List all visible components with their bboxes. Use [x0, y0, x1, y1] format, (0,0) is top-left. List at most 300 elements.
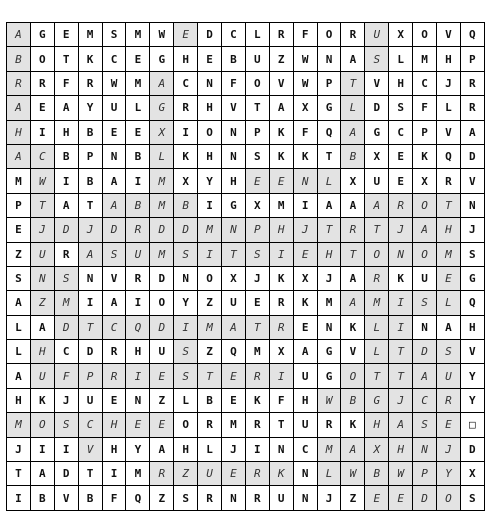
grid-cell[interactable]: H [437, 218, 461, 242]
grid-cell[interactable]: E [222, 389, 246, 413]
grid-cell[interactable]: T [341, 243, 365, 267]
grid-cell[interactable]: D [79, 340, 103, 364]
grid-cell[interactable]: L [246, 23, 270, 47]
grid-cell[interactable]: A [341, 121, 365, 145]
grid-cell[interactable]: A [103, 291, 127, 315]
grid-cell[interactable]: S [246, 145, 270, 169]
grid-cell[interactable]: X [294, 96, 318, 120]
grid-cell[interactable]: I [126, 291, 150, 315]
grid-cell[interactable]: V [437, 121, 461, 145]
grid-cell[interactable]: T [365, 218, 389, 242]
grid-cell[interactable]: Z [341, 486, 365, 510]
grid-cell[interactable]: Z [150, 389, 174, 413]
grid-cell[interactable]: D [150, 316, 174, 340]
grid-cell[interactable]: E [174, 23, 198, 47]
grid-cell[interactable]: D [413, 340, 437, 364]
grid-cell[interactable]: M [150, 194, 174, 218]
grid-cell[interactable]: L [174, 389, 198, 413]
grid-cell[interactable]: N [413, 316, 437, 340]
grid-cell[interactable]: A [103, 194, 127, 218]
grid-cell[interactable]: X [174, 169, 198, 193]
grid-cell[interactable]: S [55, 413, 79, 437]
grid-cell[interactable]: H [270, 218, 294, 242]
grid-cell[interactable]: E [222, 462, 246, 486]
grid-cell[interactable]: C [222, 23, 246, 47]
grid-cell[interactable]: A [413, 364, 437, 388]
grid-cell[interactable]: H [103, 438, 127, 462]
grid-cell[interactable]: K [246, 389, 270, 413]
grid-cell[interactable]: E [150, 413, 174, 437]
grid-cell[interactable]: O [31, 413, 55, 437]
grid-cell[interactable]: C [79, 413, 103, 437]
grid-cell[interactable]: E [389, 486, 413, 510]
grid-cell[interactable]: V [270, 72, 294, 96]
grid-cell[interactable]: I [174, 121, 198, 145]
grid-cell[interactable]: A [461, 121, 485, 145]
grid-cell[interactable]: W [103, 72, 127, 96]
grid-cell[interactable]: H [7, 121, 31, 145]
grid-cell[interactable]: I [55, 169, 79, 193]
grid-cell[interactable]: H [294, 389, 318, 413]
grid-cell[interactable]: A [341, 291, 365, 315]
grid-cell[interactable]: T [246, 316, 270, 340]
grid-cell[interactable]: K [31, 389, 55, 413]
grid-cell[interactable]: D [55, 316, 79, 340]
grid-cell[interactable]: R [270, 316, 294, 340]
grid-cell[interactable]: □ [461, 413, 485, 437]
grid-cell[interactable]: U [103, 96, 127, 120]
grid-cell[interactable]: Z [270, 47, 294, 71]
grid-cell[interactable]: P [7, 194, 31, 218]
grid-cell[interactable]: P [79, 145, 103, 169]
grid-cell[interactable]: E [389, 145, 413, 169]
grid-cell[interactable]: N [222, 486, 246, 510]
grid-cell[interactable]: M [126, 23, 150, 47]
grid-cell[interactable]: A [7, 145, 31, 169]
grid-cell[interactable]: M [246, 340, 270, 364]
grid-cell[interactable]: X [341, 169, 365, 193]
grid-cell[interactable]: N [222, 121, 246, 145]
grid-cell[interactable]: X [150, 121, 174, 145]
grid-cell[interactable]: N [103, 145, 127, 169]
grid-cell[interactable]: C [31, 145, 55, 169]
grid-cell[interactable]: I [126, 169, 150, 193]
grid-cell[interactable]: W [389, 462, 413, 486]
grid-cell[interactable]: V [55, 486, 79, 510]
grid-cell[interactable]: M [198, 218, 222, 242]
grid-cell[interactable]: G [318, 96, 342, 120]
grid-cell[interactable]: I [389, 291, 413, 315]
grid-cell[interactable]: B [365, 462, 389, 486]
grid-cell[interactable]: M [126, 72, 150, 96]
grid-cell[interactable]: K [174, 145, 198, 169]
grid-cell[interactable]: N [294, 169, 318, 193]
grid-cell[interactable]: A [389, 413, 413, 437]
grid-cell[interactable]: A [55, 96, 79, 120]
grid-cell[interactable]: Y [198, 169, 222, 193]
grid-cell[interactable]: M [7, 413, 31, 437]
grid-cell[interactable]: D [413, 486, 437, 510]
grid-cell[interactable]: E [55, 23, 79, 47]
grid-cell[interactable]: N [294, 462, 318, 486]
grid-cell[interactable]: F [270, 389, 294, 413]
grid-cell[interactable]: L [318, 462, 342, 486]
grid-cell[interactable]: E [103, 389, 127, 413]
grid-cell[interactable]: U [222, 291, 246, 315]
grid-cell[interactable]: B [174, 194, 198, 218]
grid-cell[interactable]: L [198, 438, 222, 462]
grid-cell[interactable]: H [174, 438, 198, 462]
grid-cell[interactable]: H [222, 169, 246, 193]
grid-cell[interactable]: R [389, 194, 413, 218]
grid-cell[interactable]: J [461, 218, 485, 242]
grid-cell[interactable]: A [150, 72, 174, 96]
grid-cell[interactable]: U [270, 486, 294, 510]
grid-cell[interactable]: V [437, 23, 461, 47]
grid-cell[interactable]: B [198, 389, 222, 413]
grid-cell[interactable]: X [294, 267, 318, 291]
grid-cell[interactable]: E [222, 364, 246, 388]
grid-cell[interactable]: M [413, 47, 437, 71]
grid-cell[interactable]: Q [461, 23, 485, 47]
grid-cell[interactable]: G [150, 96, 174, 120]
grid-cell[interactable]: H [126, 340, 150, 364]
grid-cell[interactable]: V [461, 169, 485, 193]
grid-cell[interactable]: E [31, 96, 55, 120]
grid-cell[interactable]: J [7, 438, 31, 462]
grid-cell[interactable]: S [437, 340, 461, 364]
grid-cell[interactable]: K [389, 267, 413, 291]
grid-cell[interactable]: D [55, 218, 79, 242]
grid-cell[interactable]: Q [461, 291, 485, 315]
grid-cell[interactable]: N [461, 194, 485, 218]
grid-cell[interactable]: T [318, 218, 342, 242]
grid-cell[interactable]: X [246, 194, 270, 218]
grid-cell[interactable]: I [198, 194, 222, 218]
grid-cell[interactable]: E [437, 267, 461, 291]
grid-cell[interactable]: E [437, 413, 461, 437]
grid-cell[interactable]: L [389, 47, 413, 71]
grid-cell[interactable]: C [55, 340, 79, 364]
grid-cell[interactable]: A [222, 316, 246, 340]
grid-cell[interactable]: P [246, 121, 270, 145]
grid-cell[interactable]: O [365, 243, 389, 267]
grid-cell[interactable]: Y [79, 96, 103, 120]
grid-cell[interactable]: S [174, 364, 198, 388]
grid-cell[interactable]: H [7, 389, 31, 413]
grid-cell[interactable]: B [31, 486, 55, 510]
grid-cell[interactable]: R [270, 291, 294, 315]
grid-cell[interactable]: R [437, 389, 461, 413]
grid-cell[interactable]: R [246, 413, 270, 437]
grid-cell[interactable]: P [413, 121, 437, 145]
grid-cell[interactable]: N [413, 438, 437, 462]
grid-cell[interactable]: O [150, 291, 174, 315]
grid-cell[interactable]: R [365, 267, 389, 291]
grid-cell[interactable]: E [294, 243, 318, 267]
grid-cell[interactable]: K [270, 145, 294, 169]
grid-cell[interactable]: B [341, 389, 365, 413]
grid-cell[interactable]: M [222, 413, 246, 437]
grid-cell[interactable]: A [318, 194, 342, 218]
grid-cell[interactable]: W [294, 72, 318, 96]
grid-cell[interactable]: F [55, 364, 79, 388]
grid-cell[interactable]: H [198, 145, 222, 169]
grid-cell[interactable]: M [270, 194, 294, 218]
grid-cell[interactable]: X [389, 23, 413, 47]
grid-cell[interactable]: G [318, 340, 342, 364]
grid-cell[interactable]: R [103, 364, 127, 388]
grid-cell[interactable]: J [79, 218, 103, 242]
grid-cell[interactable]: N [318, 316, 342, 340]
grid-cell[interactable]: A [341, 47, 365, 71]
grid-cell[interactable]: J [246, 267, 270, 291]
grid-cell[interactable]: Q [437, 145, 461, 169]
grid-cell[interactable]: A [7, 23, 31, 47]
grid-cell[interactable]: A [79, 243, 103, 267]
grid-cell[interactable]: T [7, 462, 31, 486]
grid-cell[interactable]: E [126, 413, 150, 437]
grid-cell[interactable]: U [437, 364, 461, 388]
grid-cell[interactable]: R [103, 340, 127, 364]
grid-cell[interactable]: W [31, 169, 55, 193]
grid-cell[interactable]: O [318, 23, 342, 47]
grid-cell[interactable]: T [79, 194, 103, 218]
grid-cell[interactable]: Q [222, 340, 246, 364]
grid-cell[interactable]: J [31, 218, 55, 242]
grid-cell[interactable]: E [150, 364, 174, 388]
grid-cell[interactable]: I [31, 121, 55, 145]
grid-cell[interactable]: D [150, 267, 174, 291]
grid-cell[interactable]: P [79, 364, 103, 388]
grid-cell[interactable]: R [198, 413, 222, 437]
grid-cell[interactable]: H [389, 72, 413, 96]
grid-cell[interactable]: L [7, 316, 31, 340]
grid-cell[interactable]: B [7, 47, 31, 71]
grid-cell[interactable]: C [174, 72, 198, 96]
grid-cell[interactable]: G [222, 194, 246, 218]
grid-cell[interactable]: I [270, 364, 294, 388]
grid-cell[interactable]: G [318, 364, 342, 388]
grid-cell[interactable]: F [55, 72, 79, 96]
grid-cell[interactable]: R [246, 462, 270, 486]
grid-cell[interactable]: D [198, 23, 222, 47]
grid-cell[interactable]: H [389, 438, 413, 462]
grid-cell[interactable]: D [461, 145, 485, 169]
grid-cell[interactable]: C [413, 72, 437, 96]
grid-cell[interactable]: L [150, 145, 174, 169]
grid-cell[interactable]: B [79, 486, 103, 510]
grid-cell[interactable]: R [150, 462, 174, 486]
grid-cell[interactable]: V [365, 72, 389, 96]
grid-cell[interactable]: A [341, 438, 365, 462]
grid-cell[interactable]: R [7, 72, 31, 96]
grid-cell[interactable]: L [437, 291, 461, 315]
grid-cell[interactable]: O [198, 121, 222, 145]
grid-cell[interactable]: E [389, 169, 413, 193]
grid-cell[interactable]: J [222, 438, 246, 462]
grid-cell[interactable]: M [365, 291, 389, 315]
grid-cell[interactable]: M [318, 438, 342, 462]
grid-cell[interactable]: H [103, 413, 127, 437]
grid-cell[interactable]: S [55, 267, 79, 291]
grid-cell[interactable]: R [198, 486, 222, 510]
grid-cell[interactable]: D [174, 218, 198, 242]
grid-cell[interactable]: B [222, 47, 246, 71]
grid-cell[interactable]: S [413, 291, 437, 315]
grid-cell[interactable]: A [413, 218, 437, 242]
grid-cell[interactable]: R [79, 72, 103, 96]
grid-cell[interactable]: I [294, 194, 318, 218]
grid-cell[interactable]: I [389, 316, 413, 340]
grid-cell[interactable]: S [103, 23, 127, 47]
grid-cell[interactable]: T [341, 72, 365, 96]
grid-cell[interactable]: D [55, 462, 79, 486]
grid-cell[interactable]: I [103, 462, 127, 486]
grid-cell[interactable]: I [270, 243, 294, 267]
grid-cell[interactable]: U [365, 23, 389, 47]
grid-cell[interactable]: I [31, 438, 55, 462]
grid-cell[interactable]: T [79, 316, 103, 340]
grid-cell[interactable]: U [365, 169, 389, 193]
grid-cell[interactable]: V [79, 438, 103, 462]
grid-cell[interactable]: E [126, 47, 150, 71]
grid-cell[interactable]: S [174, 486, 198, 510]
grid-cell[interactable]: E [294, 316, 318, 340]
grid-cell[interactable]: T [365, 364, 389, 388]
grid-cell[interactable]: G [150, 47, 174, 71]
grid-cell[interactable]: L [365, 316, 389, 340]
grid-cell[interactable]: N [222, 145, 246, 169]
grid-cell[interactable]: R [341, 23, 365, 47]
grid-cell[interactable]: K [79, 47, 103, 71]
grid-cell[interactable]: A [150, 438, 174, 462]
grid-cell[interactable]: T [198, 364, 222, 388]
grid-cell[interactable]: X [270, 340, 294, 364]
grid-cell[interactable]: K [341, 316, 365, 340]
grid-cell[interactable]: G [365, 121, 389, 145]
grid-cell[interactable]: V [222, 96, 246, 120]
grid-cell[interactable]: A [7, 96, 31, 120]
grid-cell[interactable]: R [437, 169, 461, 193]
grid-cell[interactable]: J [55, 389, 79, 413]
grid-cell[interactable]: K [270, 121, 294, 145]
grid-cell[interactable]: Q [126, 316, 150, 340]
grid-cell[interactable]: S [389, 96, 413, 120]
grid-cell[interactable]: E [198, 47, 222, 71]
grid-cell[interactable]: C [389, 121, 413, 145]
grid-cell[interactable]: A [55, 194, 79, 218]
grid-cell[interactable]: X [413, 169, 437, 193]
grid-cell[interactable]: T [389, 340, 413, 364]
grid-cell[interactable]: N [318, 47, 342, 71]
grid-cell[interactable]: Y [174, 291, 198, 315]
grid-cell[interactable]: O [437, 486, 461, 510]
grid-cell[interactable]: B [79, 169, 103, 193]
grid-cell[interactable]: O [174, 413, 198, 437]
grid-cell[interactable]: G [365, 389, 389, 413]
grid-cell[interactable]: M [318, 291, 342, 315]
grid-cell[interactable]: H [461, 316, 485, 340]
grid-cell[interactable]: Y [437, 462, 461, 486]
grid-cell[interactable]: I [7, 486, 31, 510]
grid-cell[interactable]: D [365, 96, 389, 120]
grid-cell[interactable]: C [294, 438, 318, 462]
grid-cell[interactable]: L [126, 96, 150, 120]
grid-cell[interactable]: U [150, 340, 174, 364]
grid-cell[interactable]: K [341, 413, 365, 437]
grid-cell[interactable]: M [437, 243, 461, 267]
grid-cell[interactable]: X [365, 438, 389, 462]
grid-cell[interactable]: R [461, 96, 485, 120]
grid-cell[interactable]: V [461, 340, 485, 364]
grid-cell[interactable]: E [365, 486, 389, 510]
grid-cell[interactable]: J [437, 438, 461, 462]
grid-cell[interactable]: F [222, 72, 246, 96]
grid-cell[interactable]: Z [31, 291, 55, 315]
grid-cell[interactable]: M [55, 291, 79, 315]
grid-cell[interactable]: M [150, 169, 174, 193]
grid-cell[interactable]: I [55, 438, 79, 462]
grid-cell[interactable]: J [437, 72, 461, 96]
grid-cell[interactable]: E [7, 218, 31, 242]
grid-cell[interactable]: T [437, 194, 461, 218]
grid-cell[interactable]: M [79, 23, 103, 47]
grid-cell[interactable]: G [461, 267, 485, 291]
grid-cell[interactable]: R [246, 486, 270, 510]
grid-cell[interactable]: C [103, 47, 127, 71]
grid-cell[interactable]: V [103, 267, 127, 291]
grid-cell[interactable]: I [246, 438, 270, 462]
grid-cell[interactable]: I [126, 364, 150, 388]
grid-cell[interactable]: T [270, 413, 294, 437]
grid-cell[interactable]: Z [150, 486, 174, 510]
grid-cell[interactable]: M [126, 462, 150, 486]
grid-cell[interactable]: B [55, 145, 79, 169]
grid-cell[interactable]: K [270, 267, 294, 291]
grid-cell[interactable]: B [79, 121, 103, 145]
grid-cell[interactable]: R [55, 243, 79, 267]
grid-cell[interactable]: Q [126, 486, 150, 510]
grid-cell[interactable]: Z [174, 462, 198, 486]
grid-cell[interactable]: E [126, 121, 150, 145]
grid-cell[interactable]: D [461, 438, 485, 462]
grid-cell[interactable]: T [31, 194, 55, 218]
grid-cell[interactable]: J [318, 486, 342, 510]
grid-cell[interactable]: A [7, 291, 31, 315]
grid-cell[interactable]: N [198, 72, 222, 96]
grid-cell[interactable]: O [413, 243, 437, 267]
grid-cell[interactable]: Z [7, 243, 31, 267]
grid-cell[interactable]: B [126, 194, 150, 218]
grid-cell[interactable]: N [31, 267, 55, 291]
grid-cell[interactable]: S [174, 340, 198, 364]
grid-cell[interactable]: H [318, 243, 342, 267]
grid-cell[interactable]: J [318, 267, 342, 291]
grid-cell[interactable]: I [79, 291, 103, 315]
grid-cell[interactable]: F [413, 96, 437, 120]
grid-cell[interactable]: N [270, 438, 294, 462]
grid-cell[interactable]: A [437, 316, 461, 340]
grid-cell[interactable]: W [294, 47, 318, 71]
grid-cell[interactable]: S [365, 47, 389, 71]
grid-cell[interactable]: O [413, 194, 437, 218]
grid-cell[interactable]: Y [126, 438, 150, 462]
grid-cell[interactable]: L [318, 169, 342, 193]
grid-cell[interactable]: S [413, 413, 437, 437]
grid-cell[interactable]: A [103, 169, 127, 193]
grid-cell[interactable]: O [198, 267, 222, 291]
